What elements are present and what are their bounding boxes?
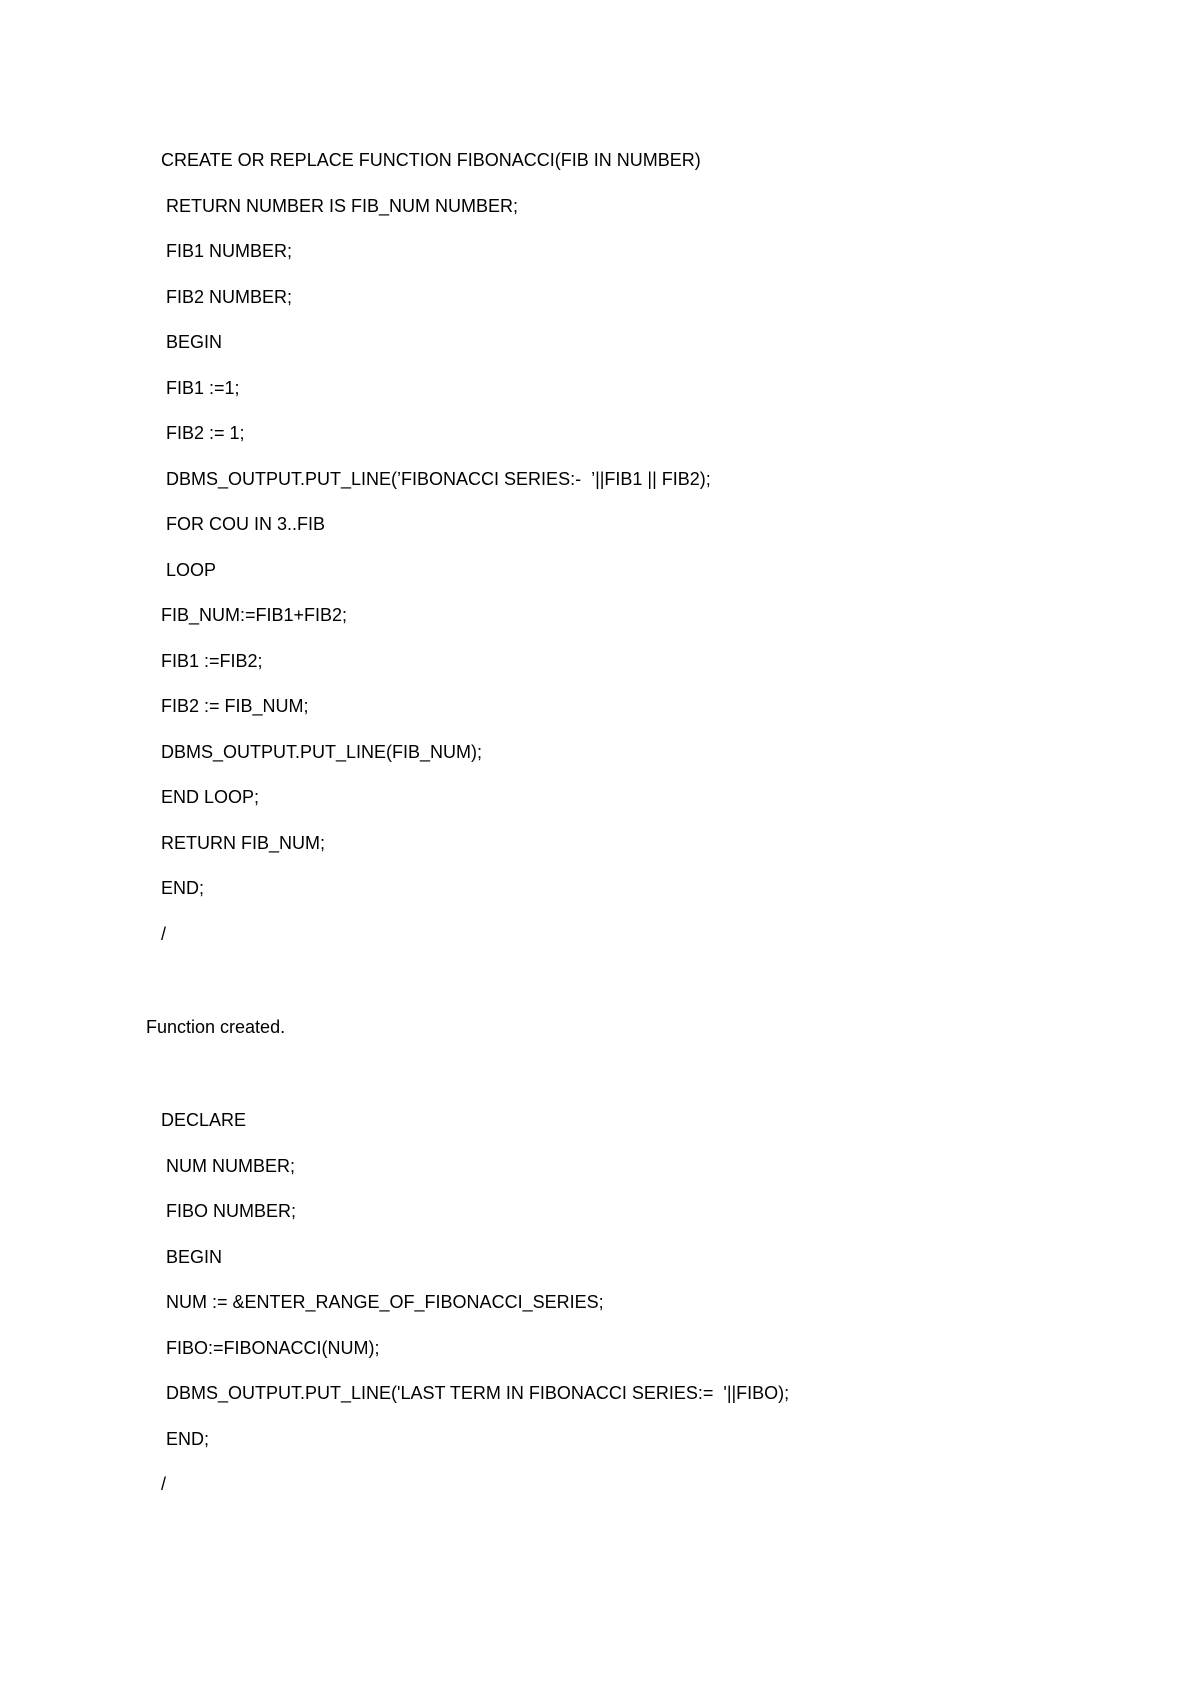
status-message: Function created.	[146, 1017, 286, 1037]
code-line: /	[161, 1474, 167, 1494]
code-line: FIB1 :=1;	[166, 378, 240, 398]
code-line: END LOOP;	[161, 787, 260, 807]
code-line: RETURN FIB_NUM;	[161, 833, 326, 853]
code-line: NUM := &ENTER_RANGE_OF_FIBONACCI_SERIES;	[166, 1292, 604, 1312]
code-line: FIBO NUMBER;	[166, 1201, 297, 1221]
code-line: FIB2 := FIB_NUM;	[161, 696, 309, 716]
code-line: END;	[166, 1429, 210, 1449]
code-line: FIB_NUM:=FIB1+FIB2;	[161, 605, 348, 625]
code-line: NUM NUMBER;	[166, 1156, 295, 1176]
code-line: DBMS_OUTPUT.PUT_LINE(FIB_NUM);	[161, 742, 483, 762]
code-line: FOR COU IN 3..FIB	[166, 514, 326, 534]
code-line: FIB2 NUMBER;	[166, 287, 293, 307]
code-line: LOOP	[166, 560, 217, 580]
code-line: BEGIN	[166, 332, 223, 352]
code-line: FIBO:=FIBONACCI(NUM);	[166, 1338, 380, 1358]
code-line: DBMS_OUTPUT.PUT_LINE('LAST TERM IN FIBONACCI SERIES:= '||FIBO);	[166, 1383, 790, 1403]
code-line: END;	[161, 878, 205, 898]
code-line: CREATE OR REPLACE FUNCTION FIBONACCI(FIB IN NUMBER)	[161, 150, 701, 170]
code-line: FIB1 NUMBER;	[166, 241, 293, 261]
code-line: FIB1 :=FIB2;	[161, 651, 263, 671]
code-line: BEGIN	[166, 1247, 223, 1267]
code-line: RETURN NUMBER IS FIB_NUM NUMBER;	[166, 196, 519, 216]
code-line: /	[161, 924, 167, 944]
code-line: DECLARE	[161, 1110, 247, 1130]
code-line: DBMS_OUTPUT.PUT_LINE(’FIBONACCI SERIES:- ’||FIB1 || FIB2);	[166, 469, 711, 489]
code-line: FIB2 := 1;	[166, 423, 245, 443]
